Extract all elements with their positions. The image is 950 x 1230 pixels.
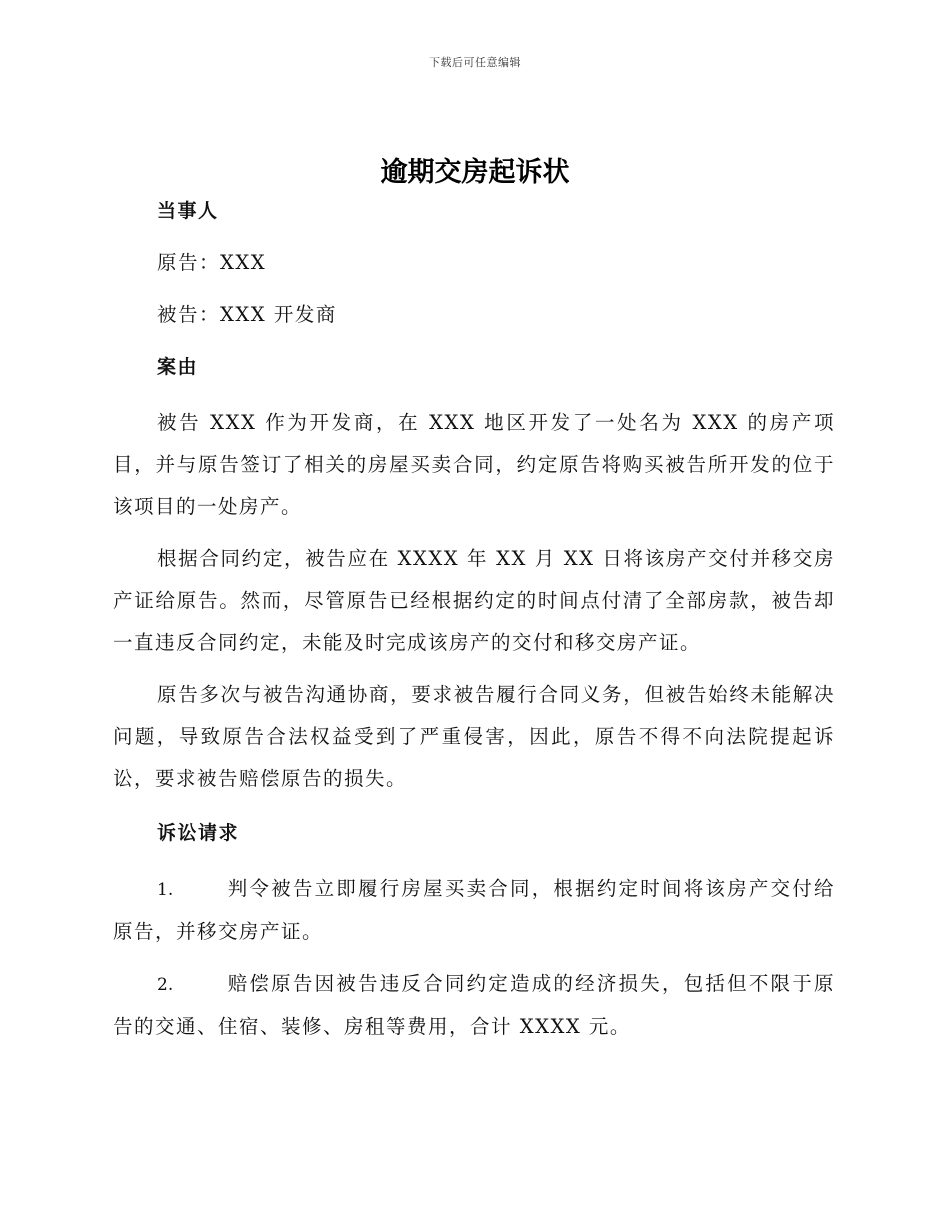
header-note: 下载后可任意编辑 <box>429 56 521 69</box>
claim-text: 判令被告立即履行房屋买卖合同，根据约定时间将该房产交付给原告，并移交房产证。 <box>113 877 835 943</box>
cause-paragraph: 原告多次与被告沟通协商，要求被告履行合同义务，但被告始终未能解决问题，导致原告合法权益受到了严重侵害，因此，原告不得不向法院提起诉讼，要求被告赔偿原告的损失。 <box>113 683 835 790</box>
document-title: 逾期交房起诉状 <box>380 157 570 188</box>
claim-number: 2. <box>157 975 174 995</box>
plaintiff-line: 原告：XXX <box>157 251 267 274</box>
defendant-line: 被告：XXX 开发商 <box>157 303 337 326</box>
claim-number: 1. <box>157 880 174 900</box>
document-body <box>113 194 835 1058</box>
parties-heading: 当事人 <box>157 200 219 222</box>
cause-paragraph: 根据合同约定，被告应在 XXXX 年 XX 月 XX 日将该房产交付并移交房产证给原告。然而，尽管原告已经根据约定的时间点付清了全部房款，被告却一直违反合同约定，未能及时完成该房产的交付和移交房产证。 <box>113 547 835 654</box>
claim-item <box>113 963 835 1048</box>
cause-paragraph: 被告 XXX 作为开发商，在 XXX 地区开发了一处名为 XXX 的房产项目，并与原告签订了相关的房屋买卖合同，约定原告将购买被告所开发的位于该项目的一处房产。 <box>113 411 835 518</box>
cause-heading: 案由 <box>157 356 199 378</box>
claim-item <box>113 868 835 953</box>
claims-heading: 诉讼请求 <box>157 822 240 844</box>
claim-text: 赔偿原告因被告违反合同约定造成的经济损失，包括但不限于原告的交通、住宿、装修、房租等费用，合计 XXXX 元。 <box>113 972 835 1038</box>
